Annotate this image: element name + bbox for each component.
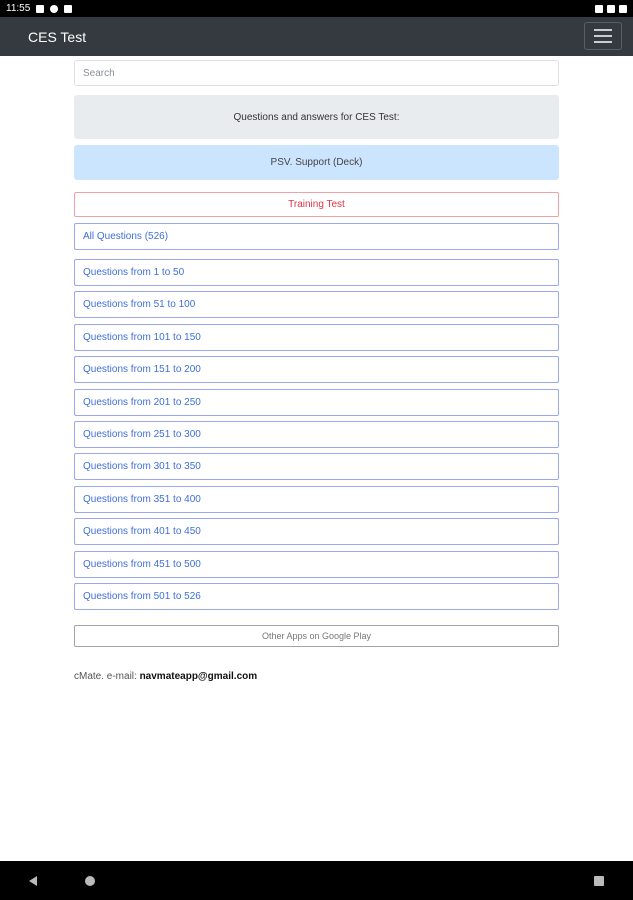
signal-icon [607, 5, 615, 13]
question-range-link[interactable]: Questions from 251 to 300 [74, 421, 559, 448]
menu-icon [594, 29, 612, 31]
status-bar [0, 0, 633, 17]
menu-button[interactable] [584, 22, 622, 50]
question-range-link[interactable]: Questions from 51 to 100 [74, 291, 559, 318]
deck-label: PSV. Support (Deck) [270, 157, 363, 168]
wifi-icon [595, 5, 603, 13]
all-questions-link[interactable]: All Questions (526) [74, 223, 559, 250]
app-notification-icon [50, 5, 58, 13]
question-range-link[interactable]: Questions from 451 to 500 [74, 551, 559, 578]
other-apps-button[interactable] [74, 625, 559, 647]
question-range-link[interactable]: Questions from 401 to 450 [74, 518, 559, 545]
question-range-link[interactable]: Questions from 351 to 400 [74, 486, 559, 513]
other-apps-label: Other Apps on Google Play [261, 630, 372, 641]
back-icon[interactable] [29, 876, 37, 886]
email-link[interactable]: navmateapp@gmail.com [139, 670, 258, 682]
info-heading-box [74, 95, 559, 139]
sd-card-icon [64, 5, 72, 13]
question-range-link[interactable]: Questions from 301 to 350 [74, 453, 559, 480]
deck-category [74, 145, 559, 180]
home-icon[interactable] [85, 876, 95, 886]
training-test-label: Training Test [288, 199, 345, 210]
question-range-link[interactable]: Questions from 1 to 50 [74, 259, 559, 286]
app-bar [0, 17, 633, 56]
question-range-link[interactable]: Questions from 151 to 200 [74, 356, 559, 383]
question-range-link[interactable]: Questions from 501 to 526 [74, 583, 559, 610]
footer-prefix: cMate. e-mail: [74, 670, 140, 682]
footer-contact [74, 671, 559, 682]
battery-icon [619, 5, 627, 13]
main-content [74, 60, 559, 682]
training-test-button[interactable] [74, 192, 559, 217]
system-nav-bar [0, 861, 633, 900]
info-heading: Questions and answers for CES Test: [233, 111, 400, 123]
recents-icon[interactable] [594, 876, 604, 886]
question-range-link[interactable]: Questions from 201 to 250 [74, 389, 559, 416]
app-title: CES Test [28, 28, 87, 45]
question-list [74, 223, 559, 610]
notification-icon [36, 5, 44, 13]
status-time: 11:55 [6, 3, 31, 14]
search-input[interactable] [74, 60, 559, 86]
question-range-link[interactable]: Questions from 101 to 150 [74, 324, 559, 351]
